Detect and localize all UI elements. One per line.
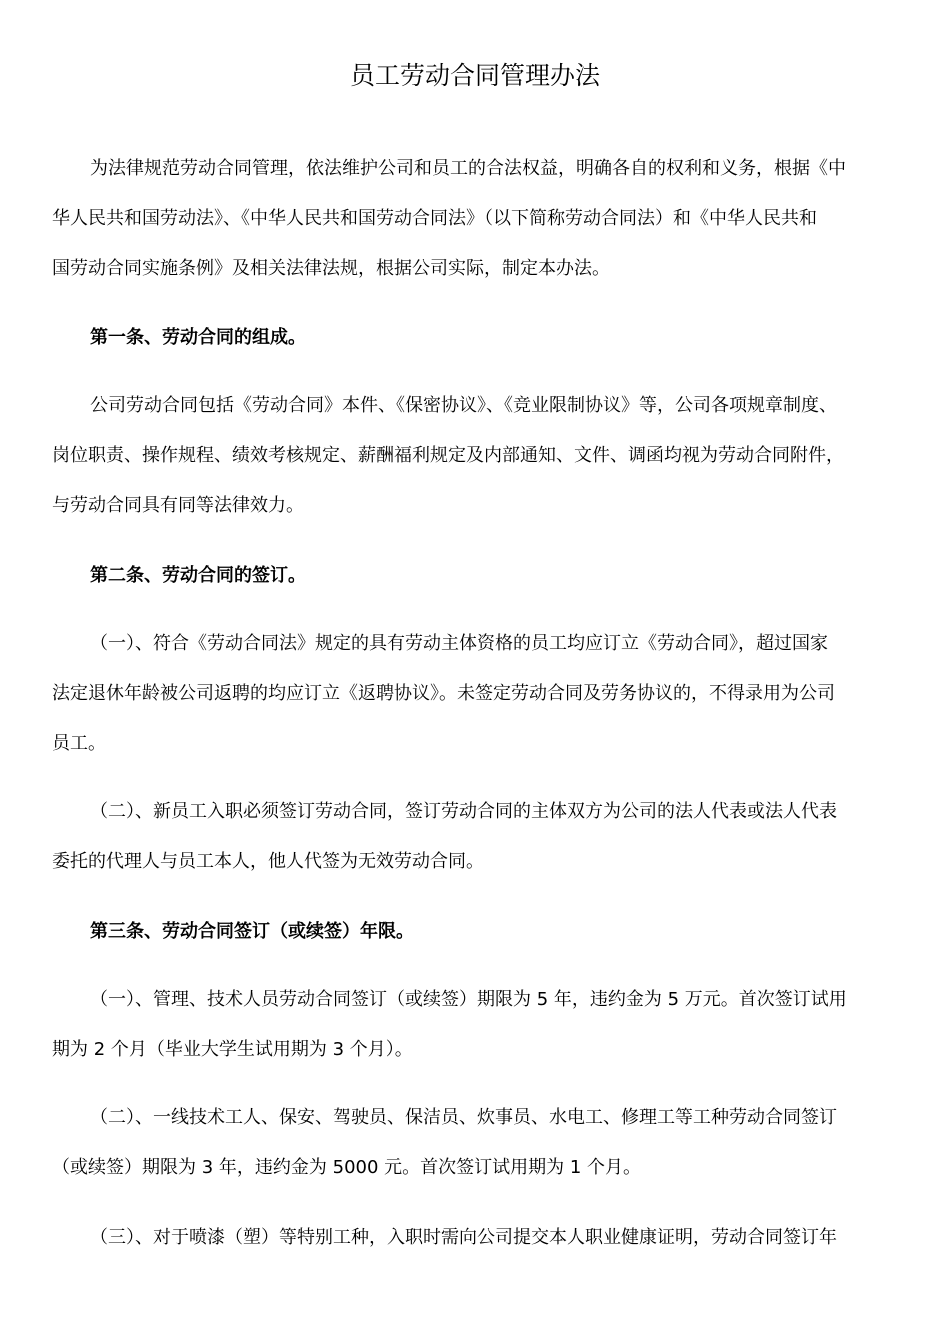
- article-2-item-1-line: 员工。: [52, 733, 106, 754]
- document-title: 员工劳动合同管理办法: [349, 61, 600, 90]
- article-3-item-3-line: （三）、对于喷漆（塑）等特别工种，入职时需向公司提交本人职业健康证明，劳动合同签订年: [90, 1227, 837, 1248]
- article-2-heading: 第二条、劳动合同的签订。: [90, 565, 306, 586]
- intro-line: 为法律规范劳动合同管理，依法维护公司和员工的合法权益，明确各自的权利和义务，根据《中: [90, 158, 846, 179]
- article-1-line: 岗位职责、操作规程、绩效考核规定、薪酬福利规定及内部通知、文件、调函均视为劳动合同附件，: [52, 445, 844, 466]
- article-3-item-2-line: （二）、一线技术工人、保安、驾驶员、保洁员、炊事员、水电工、修理工等工种劳动合同签订: [90, 1107, 837, 1128]
- article-1-line: 与劳动合同具有同等法律效力。: [52, 495, 304, 516]
- article-2-item-2-line: （二）、新员工入职必须签订劳动合同，签订劳动合同的主体双方为公司的法人代表或法人代表: [90, 801, 837, 822]
- article-2-item-2-line: 委托的代理人与员工本人，他人代签为无效劳动合同。: [52, 851, 484, 872]
- intro-line: 国劳动合同实施条例》及相关法律法规，根据公司实际，制定本办法。: [52, 258, 610, 279]
- article-3-heading: 第三条、劳动合同签订（或续签）年限。: [90, 921, 414, 942]
- article-3-item-1-line: （一）、管理、技术人员劳动合同签订（或续签）期限为 5 年，违约金为 5 万元。首次签订试用: [90, 989, 847, 1010]
- article-1-heading: 第一条、劳动合同的组成。: [90, 327, 306, 348]
- article-2-item-1-line: （一）、符合《劳动合同法》规定的具有劳动主体资格的员工均应订立《劳动合同》，超过国家: [90, 633, 828, 654]
- article-3-item-2-line: （或续签）期限为 3 年，违约金为 5000 元。首次签订试用期为 1 个月。: [52, 1157, 642, 1178]
- article-2-item-1-line: 法定退休年龄被公司返聘的均应订立《返聘协议》。未签定劳动合同及劳务协议的，不得录用为公司: [52, 683, 835, 704]
- article-1-line: 公司劳动合同包括《劳动合同》本件、《保密协议》、《竞业限制协议》等，公司各项规章制度、: [90, 395, 837, 416]
- intro-line: 华人民共和国劳动法》、《中华人民共和国劳动合同法》（以下简称劳动合同法）和《中华人民共和: [52, 208, 817, 229]
- article-3-item-1-line: 期为 2 个月（毕业大学生试用期为 3 个月）。: [52, 1039, 413, 1060]
